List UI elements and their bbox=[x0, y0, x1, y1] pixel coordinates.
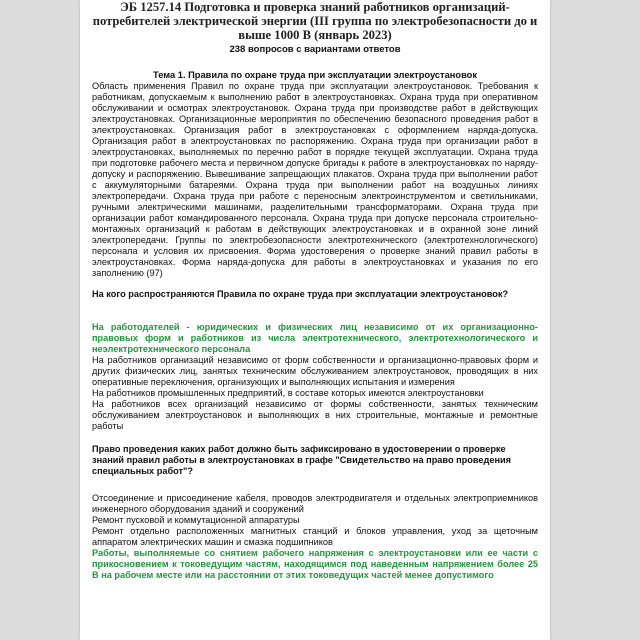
answer-option: Ремонт отдельно расположенных магнитных станций и блоков управления, уход за щеточным аппаратом электрических машин и смазка подшипников bbox=[92, 525, 538, 547]
question-block bbox=[92, 289, 538, 432]
answer-correct: На работодателей - юридических и физических лиц независимо от их организационно-правовых форм и работников из числа электротехнического, электротехнологического и неэлектротехнического персонала bbox=[92, 321, 538, 354]
document-title: ЭБ 1257.14 Подготовка и проверка знаний работников организаций-потребителей электрической энергии (III группа по электробезопасности до и выше 1000 В (январь 2023) bbox=[92, 0, 538, 43]
document-content bbox=[92, 0, 538, 581]
answer-option: Ремонт пусковой и коммутационной аппаратуры bbox=[92, 514, 300, 525]
document-page bbox=[80, 0, 550, 640]
answer-option: Отсоединение и присоединение кабеля, проводов электродвигателя и отдельных электроприемников инженерного оборудования зданий и сооружений bbox=[92, 492, 538, 514]
question-text: Право проведения каких работ должно быть зафиксировано в удостоверении о проверке знаний правил работы в электроустановках в графе "Свидетельство на право проведения специальных работ"? bbox=[92, 443, 512, 476]
topic-title: Тема 1. Правила по охране труда при эксплуатации электроустановок bbox=[153, 69, 477, 80]
answer-option: На работников организаций независимо от форм собственности и организационно-правовых форм и других физических лиц, занятых техническим обслуживанием электроустановок, проводящих в них оперативные переключения, организующих и выполняющих испытания и измерения bbox=[92, 354, 538, 387]
question-text: На кого распространяются Правила по охране труда при эксплуатации электроустановок? bbox=[92, 288, 509, 299]
question-block bbox=[92, 444, 538, 581]
answer-option: На работников всех организаций независимо от формы собственности, занятых техническим обслуживанием электроустановок и выполняющих в них строительные, монтажные и ремонтные работы bbox=[92, 398, 538, 431]
topic-description: Область применения Правил по охране труда при эксплуатации электроустановок. Требования к работникам, допускаемым к выполнению работ в электроустановках. Охрана труда при оперативном обслуживании и осмотрах электроустановок. Охрана труда при производстве работ в действующих электроустановках. Организационные мероприятия по обеспечению безопасного проведения работ в электроустановках. Организация работ в электроустановках с оформлением наряда-допуска. Организация работ в электроустановках по распоряжению. Охрана труда при организации работ в электроустановках, выполняемых по перечню работ в порядке текущей эксплуатации. Охрана труда при подготовке рабочего места и первичном допуске бригады к работе в электроустановках по наряду-допуску и распоряжению. Вывешивание запрещающих плакатов. Охрана труда при выполнении работ с аккумуляторными батареями. Охрана труда при выполнении работ на воздушных линиях электропередачи. Охрана труда при работе с переносным электроинструментом и светильниками, ручными электрическими машинами, разделительными трансформаторами. Охрана труда при организации работ командированного персонала. Охрана труда при допуске персонала строительно-монтажных организаций к работам в действующих электроустановках и в охранной зоне линий электропередачи. Группы по электробезопасности электротехнического (электротехнологического) персонала и условия их присвоения. Форма удостоверения о проверке знаний правил работы в электроустановках. Форма наряда-допуска для работы в электроустановках и указания по его заполнению (97) bbox=[92, 80, 538, 278]
document-subtitle: 238 вопросов с вариантами ответов bbox=[229, 43, 401, 55]
answer-list bbox=[92, 493, 538, 581]
answer-list bbox=[92, 322, 538, 432]
answer-correct: Работы, выполняемые со снятием рабочего напряжения с электроустановки или ее части с прикосновением к токоведущим частям, находящимся под наведенным напряжением более 25 В на рабочем месте или на расстоянии от этих токоведущих частей менее допустимого bbox=[92, 547, 538, 580]
answer-option: На работников промышленных предприятий, в составе которых имеются электроустановки bbox=[92, 387, 484, 398]
